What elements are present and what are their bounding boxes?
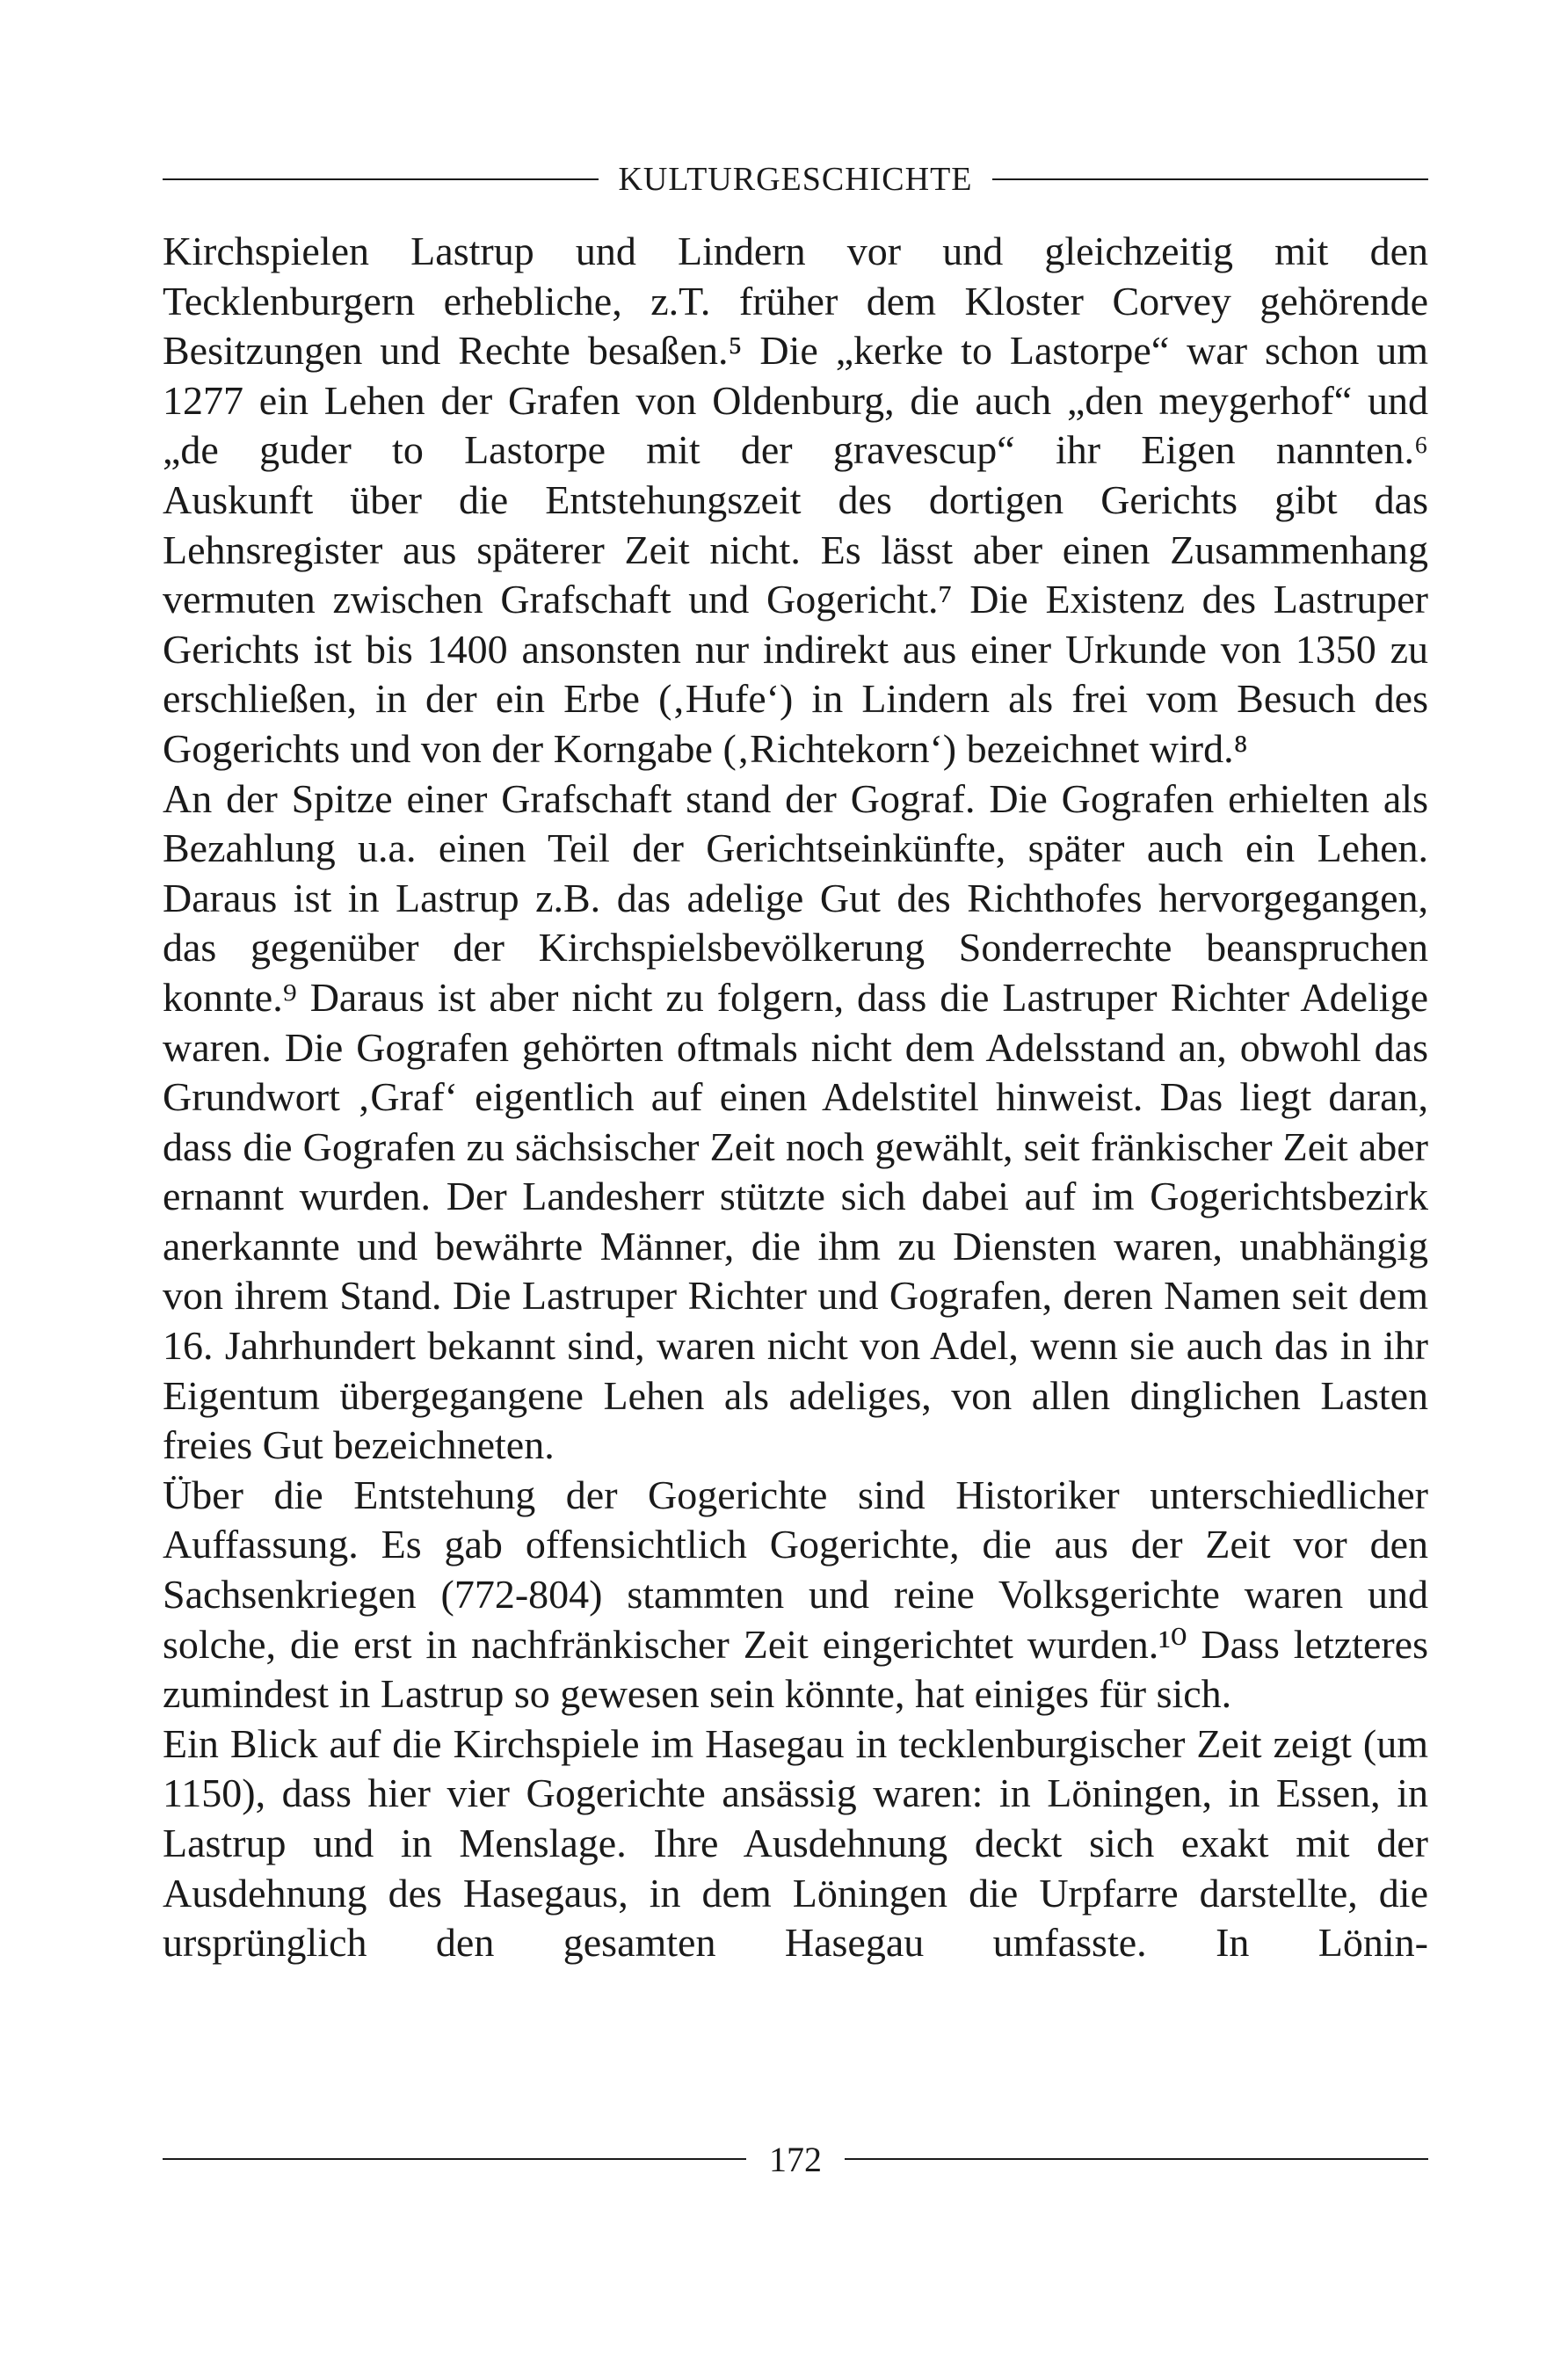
paragraph-1: Kirchspielen Lastrup und Lindern vor und gleichzeitig mit den Tecklenburgern erhebliche, z.T. früher dem Kloster Corvey gehörende Besitzungen und Rechte besaßen.⁵ Die „kerke to Lastorpe“ war schon um 1277 ein Lehen der Grafen von Oldenburg, die auch „den meygerhof“ und „de guder to Lastorpe mit der gravescup“ ihr Eigen nannten.⁶ (163, 229, 1428, 473)
header-rule-left (163, 178, 599, 180)
paragraph-3: An der Spitze einer Grafschaft stand der Gograf. Die Gografen erhielten als Bezahlung u.a. einen Teil der Gerichtseinkünfte, später auch ein Lehen. Daraus ist in Lastrup z.B. das adelige Gut des Richthofes hervorgegangen, das gegenüber der Kirchspielsbevölkerung Sonderrechte beanspruchen konnte.⁹ Daraus ist aber nicht zu folgern, dass die Lastruper Richter Adelige waren. Die Gografen gehörten oftmals nicht dem Adelsstand an, obwohl das Grundwort ‚Graf‘ eigentlich auf einen Adelstitel hinweist. Das liegt daran, dass die Gografen zu sächsischer Zeit noch gewählt, seit fränkischer Zeit aber ernannt wurden. Der Landesherr stützte sich dabei auf im Gogerichtsbezirk anerkannte und bewährte Männer, die ihm zu Diensten waren, unabhängig von ihrem Stand. Die Lastruper Richter und Gografen, deren Namen seit dem 16. Jahrhundert bekannt sind, waren nicht von Adel, wenn sie auch das in ihr Eigentum übergegangene Lehen als adeliges, von allen dinglichen Lasten freies Gut bezeichneten. (163, 775, 1428, 1468)
paragraph-5: Ein Blick auf die Kirchspiele im Hasegau in tecklenburgischer Zeit zeigt (um 1150), dass hier vier Gogerichte ansässig waren: in Löningen, in Essen, in Lastrup und in Menslage. Ihre Ausdehnung deckt sich exakt mit der Ausdehnung des Hasegaus, in dem Löningen die Urpfarre darstellte, die ursprünglich den gesamten Hasegau umfasste. In Lönin- (163, 1720, 1428, 1966)
page-footer (163, 2133, 1428, 2185)
section-title: KULTURGESCHICHTE (618, 161, 973, 198)
paragraph-4: Über die Entstehung der Gogerichte sind Historiker unterschiedlicher Auffassung. Es gab offensichtlich Gogerichte, die aus der Zeit vor den Sachsenkriegen (772-804) stammten und reine Volksgerichte waren und solche, die erst in nachfränkischer Zeit eingerichtet wurden.¹⁰ Dass letzteres zumindest in Lastrup so gewesen sein könnte, hat einiges für sich. (163, 1472, 1428, 1717)
footer-rule-left (163, 2158, 746, 2160)
footer-rule-right (845, 2158, 1428, 2160)
body-text (163, 227, 1428, 1968)
page-number: 172 (769, 2139, 822, 2179)
paragraph-2: Auskunft über die Entstehungszeit des dortigen Gerichts gibt das Lehnsregister aus späterer Zeit nicht. Es lässt aber einen Zusammenhang vermuten zwischen Grafschaft und Gogericht.⁷ Die Existenz des Lastruper Gerichts ist bis 1400 ansonsten nur indirekt aus einer Urkunde von 1350 zu erschließen, in der ein Erbe (‚Hufe‘) in Lindern als frei vom Besuch des Gogerichts und von der Korngabe (‚Richtekorn‘) bezeichnet wird.⁸ (163, 476, 1428, 771)
running-header (163, 155, 1428, 204)
header-rule-right (992, 178, 1428, 180)
